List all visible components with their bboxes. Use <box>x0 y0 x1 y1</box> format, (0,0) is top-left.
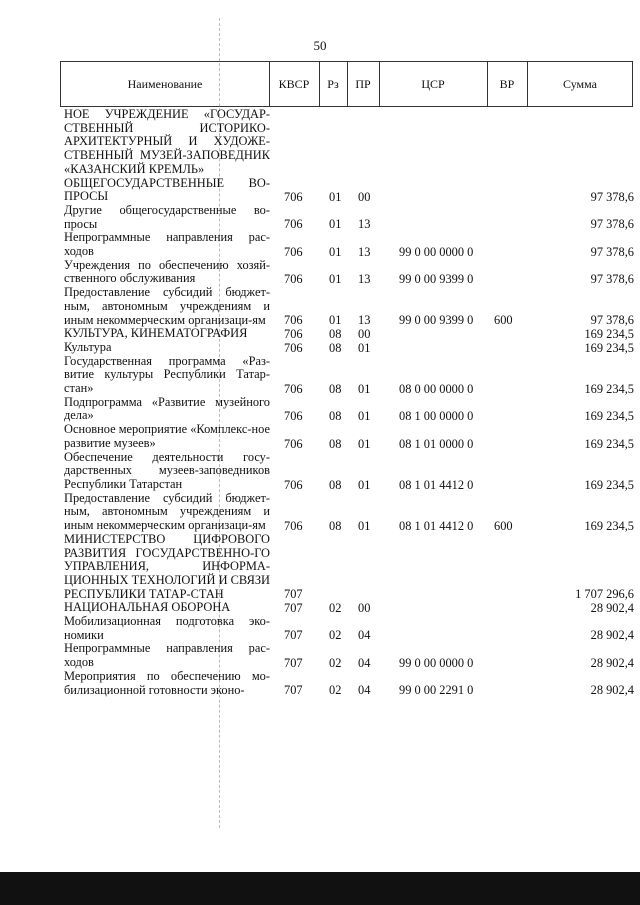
row-pr: 00 <box>358 601 371 616</box>
header-vr: ВР <box>499 76 515 91</box>
row-csr: 08 1 01 4412 0 <box>399 477 474 492</box>
row-pr: 00 <box>358 189 371 204</box>
row-sum: 169 234,5 <box>584 340 634 355</box>
row-name: Подпрограмма «Развитие музейного дела» <box>64 394 270 423</box>
row-kvsr: 706 <box>284 518 303 533</box>
row-kvsr: 706 <box>284 477 303 492</box>
row-pr: 01 <box>358 477 371 492</box>
row-name: Непрограммные направления рас-ходов <box>64 230 270 259</box>
row-sum: 28 902,4 <box>590 655 634 670</box>
row-kvsr: 706 <box>284 313 303 328</box>
row-csr: 08 1 00 0000 0 <box>399 409 474 424</box>
table-row <box>64 341 634 355</box>
row-pr: 01 <box>358 518 371 533</box>
row-kvsr: 706 <box>284 409 303 424</box>
row-rz: 02 <box>329 628 342 643</box>
table-row <box>64 451 634 492</box>
row-pr: 04 <box>358 655 371 670</box>
header-csr: ЦСР <box>421 76 445 91</box>
row-sum: 169 234,5 <box>584 326 634 341</box>
row-pr: 13 <box>358 244 371 259</box>
row-pr: 04 <box>358 683 371 698</box>
row-pr: 13 <box>358 313 371 328</box>
row-kvsr: 707 <box>284 601 303 616</box>
row-csr: 99 0 00 9399 0 <box>399 313 474 328</box>
row-csr: 99 0 00 2291 0 <box>399 683 474 698</box>
row-kvsr: 706 <box>284 272 303 287</box>
row-csr: 08 1 01 0000 0 <box>399 436 474 451</box>
row-kvsr: 706 <box>284 189 303 204</box>
row-pr: 01 <box>358 409 371 424</box>
table-header <box>60 61 633 107</box>
row-pr: 13 <box>358 217 371 232</box>
row-sum: 28 902,4 <box>590 683 634 698</box>
table-row <box>64 492 634 533</box>
row-name: Другие общегосударственные во-просы <box>64 202 270 231</box>
row-kvsr: 707 <box>284 587 303 602</box>
row-csr: 08 1 01 4412 0 <box>399 518 474 533</box>
row-sum: 97 378,6 <box>590 217 634 232</box>
row-rz: 08 <box>329 326 342 341</box>
row-rz: 08 <box>329 381 342 396</box>
row-pr: 13 <box>358 272 371 287</box>
row-name: Предоставление субсидий бюджет-ным, автономным учреждениям и иным некоммерческим организаци-ям <box>64 490 270 533</box>
table-row <box>64 286 634 327</box>
row-rz: 02 <box>329 601 342 616</box>
row-pr: 00 <box>358 326 371 341</box>
row-sum: 97 378,6 <box>590 244 634 259</box>
row-name: Непрограммные направления рас-ходов <box>64 641 270 670</box>
page-number: 50 <box>313 38 327 53</box>
table-row <box>64 259 634 286</box>
row-name: Учреждения по обеспечению хозяй-ственного обслуживания <box>64 257 270 286</box>
row-name: Основное мероприятие «Комплекс-ное развитие музеев» <box>64 422 270 450</box>
table-row <box>64 396 634 423</box>
header-rz: Рз <box>327 76 339 91</box>
row-name: МИНИСТЕРСТВО ЦИФРОВОГО РАЗВИТИЯ ГОСУДАРСТВЕННО-ГО УПРАВЛЕНИЯ, ИНФОРМА-ЦИОННЫХ ТЕХНОЛОГИЙ И СВЯЗИ РЕСПУБЛИКИ ТАТАР-СТАН <box>64 531 270 601</box>
budget-table-body <box>64 108 634 697</box>
row-kvsr: 706 <box>284 217 303 232</box>
row-rz: 08 <box>329 436 342 451</box>
table-row <box>64 423 634 450</box>
row-kvsr: 706 <box>284 326 303 341</box>
row-name: Предоставление субсидий бюджет-ным, автономным учреждениям и иным некоммерческим организаци-ям <box>64 285 270 327</box>
row-sum: 169 234,5 <box>584 436 634 451</box>
table-row <box>64 533 634 602</box>
row-rz: 01 <box>329 244 342 259</box>
row-kvsr: 707 <box>284 628 303 643</box>
row-sum: 1 707 296,6 <box>575 587 634 602</box>
header-name: Наименование <box>127 76 203 91</box>
row-name: Культура <box>64 339 112 354</box>
table-row <box>64 327 634 341</box>
row-name: ОБЩЕГОСУДАРСТВЕННЫЕ ВО-ПРОСЫ <box>64 175 270 204</box>
row-kvsr: 706 <box>284 244 303 259</box>
row-rz: 02 <box>329 683 342 698</box>
row-kvsr: 706 <box>284 436 303 451</box>
row-sum: 169 234,5 <box>584 518 634 533</box>
row-rz: 08 <box>329 340 342 355</box>
table-row <box>64 177 634 204</box>
row-rz: 01 <box>329 313 342 328</box>
header-kvsr: КВСР <box>278 76 310 91</box>
row-rz: 01 <box>329 272 342 287</box>
row-kvsr: 706 <box>284 340 303 355</box>
row-name: Мобилизационная подготовка эко-номики <box>64 614 270 642</box>
row-rz: 01 <box>329 217 342 232</box>
row-rz: 02 <box>329 655 342 670</box>
row-pr: 04 <box>358 628 371 643</box>
header-sum: Сумма <box>563 76 597 91</box>
scan-bottom-edge <box>0 872 640 905</box>
row-sum: 169 234,5 <box>584 477 634 492</box>
row-sum: 97 378,6 <box>590 189 634 204</box>
row-sum: 28 902,4 <box>590 601 634 616</box>
row-sum: 97 378,6 <box>590 272 634 287</box>
table-row <box>64 615 634 642</box>
row-name: Обеспечение деятельности госу-дарственных музеев-заповедников Республики Татарстан <box>64 449 270 491</box>
row-name: НАЦИОНАЛЬНАЯ ОБОРОНА <box>64 600 231 615</box>
table-row <box>64 642 634 669</box>
row-name: Мероприятия по обеспечению мо-билизационной готовности эконо- <box>64 668 270 697</box>
row-csr: 99 0 00 0000 0 <box>399 655 474 670</box>
row-sum: 169 234,5 <box>584 409 634 424</box>
table-row <box>64 355 634 396</box>
table-row <box>64 204 634 231</box>
row-kvsr: 706 <box>284 381 303 396</box>
header-pr: ПР <box>355 76 371 91</box>
row-kvsr: 707 <box>284 655 303 670</box>
row-rz: 08 <box>329 409 342 424</box>
row-name: КУЛЬТУРА, КИНЕМАТОГРАФИЯ <box>64 326 248 341</box>
row-sum: 28 902,4 <box>590 628 634 643</box>
row-pr: 01 <box>358 381 371 396</box>
row-kvsr: 707 <box>284 683 303 698</box>
row-pr: 01 <box>358 340 371 355</box>
row-vr: 600 <box>494 313 513 328</box>
table-row <box>64 231 634 258</box>
row-pr: 01 <box>358 436 371 451</box>
row-sum: 97 378,6 <box>590 313 634 328</box>
table-row <box>64 601 634 615</box>
row-csr: 08 0 00 0000 0 <box>399 381 474 396</box>
row-rz: 08 <box>329 518 342 533</box>
table-row <box>64 108 634 177</box>
row-rz: 08 <box>329 477 342 492</box>
row-vr: 600 <box>494 518 513 533</box>
row-sum: 169 234,5 <box>584 381 634 396</box>
row-csr: 99 0 00 9399 0 <box>399 272 474 287</box>
table-row <box>64 670 634 697</box>
row-rz: 01 <box>329 189 342 204</box>
row-name: НОЕ УЧРЕЖДЕНИЕ «ГОСУДАР-СТВЕННЫЙ ИСТОРИКО-АРХИТЕКТУРНЫЙ И ХУДОЖЕ-СТВЕННЫЙ МУЗЕЙ-ЗАПОВЕДНИК «КАЗАНСКИЙ КРЕМЛЬ» <box>64 107 270 176</box>
row-csr: 99 0 00 0000 0 <box>399 244 474 259</box>
row-name: Государственная программа «Раз-витие культуры Республики Татар-стан» <box>64 353 270 396</box>
